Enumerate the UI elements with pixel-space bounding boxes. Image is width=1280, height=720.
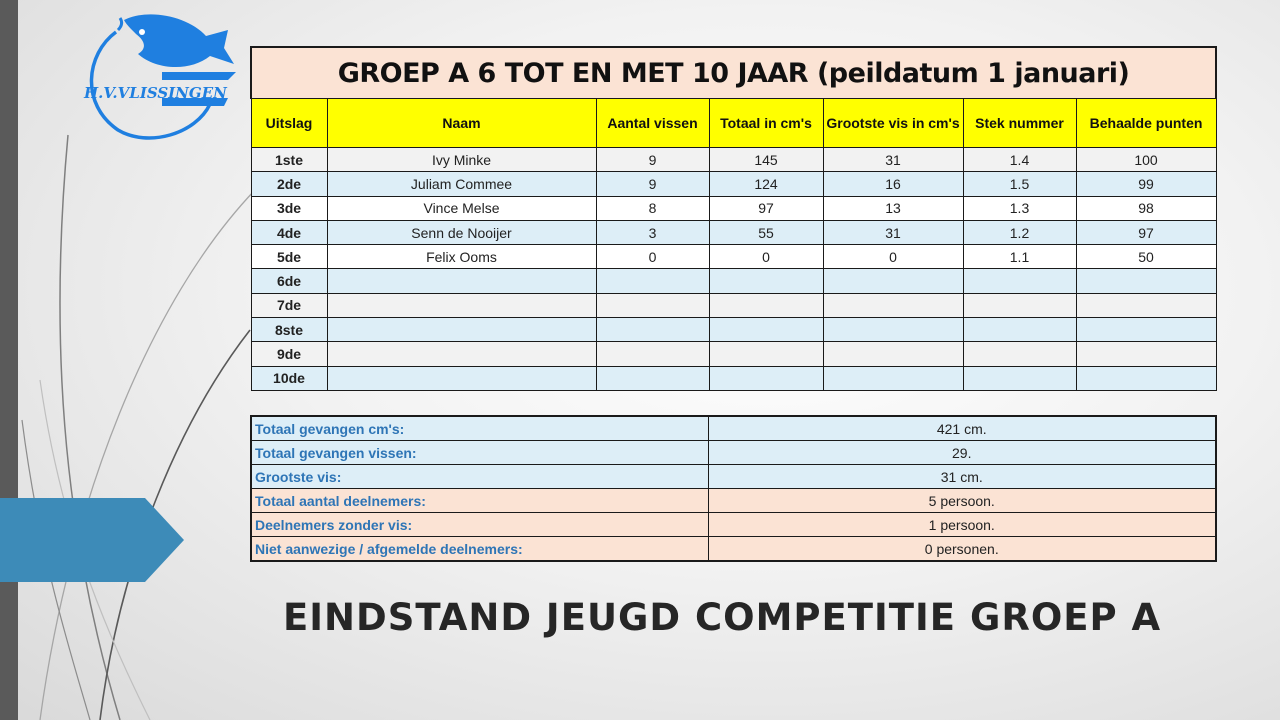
table-row (251, 148, 1216, 172)
cell-count (596, 366, 709, 390)
cell-stek (963, 318, 1076, 342)
blue-arrow-tab (0, 498, 184, 582)
cell-rank: 4de (251, 220, 327, 244)
cell-largest: 31 (823, 148, 963, 172)
cell-count (596, 342, 709, 366)
summary-value: 421 cm. (708, 416, 1216, 441)
header-naam: Naam (327, 99, 596, 148)
cell-largest: 0 (823, 245, 963, 269)
cell-points: 50 (1076, 245, 1216, 269)
cell-points (1076, 366, 1216, 390)
cell-count (596, 269, 709, 293)
cell-total (709, 269, 823, 293)
logo-text: H.V.VLISSINGEN (84, 84, 227, 102)
cell-total: 0 (709, 245, 823, 269)
cell-rank: 8ste (251, 318, 327, 342)
cell-points (1076, 342, 1216, 366)
summary-value: 1 persoon. (708, 513, 1216, 537)
cell-name: Vince Melse (327, 196, 596, 220)
table-row (251, 196, 1216, 220)
cell-total (709, 366, 823, 390)
cell-largest (823, 366, 963, 390)
table-row (251, 269, 1216, 293)
cell-total: 55 (709, 220, 823, 244)
summary-label: Totaal aantal deelnemers: (251, 489, 708, 513)
cell-total (709, 318, 823, 342)
cell-count (596, 318, 709, 342)
cell-count: 9 (596, 172, 709, 196)
table-header-row (251, 99, 1216, 148)
header-uitslag: Uitslag (251, 99, 327, 148)
summary-label: Totaal gevangen vissen: (251, 441, 708, 465)
cell-name (327, 269, 596, 293)
cell-total: 97 (709, 196, 823, 220)
cell-name: Juliam Commee (327, 172, 596, 196)
summary-row (251, 441, 1216, 465)
summary-row (251, 465, 1216, 489)
cell-stek: 1.1 (963, 245, 1076, 269)
results-table (250, 46, 1217, 391)
cell-name: Felix Ooms (327, 245, 596, 269)
cell-rank: 3de (251, 196, 327, 220)
table-row (251, 220, 1216, 244)
header-stek-nummer: Stek nummer (963, 99, 1076, 148)
cell-rank: 5de (251, 245, 327, 269)
cell-count: 8 (596, 196, 709, 220)
cell-rank: 7de (251, 293, 327, 317)
cell-rank: 6de (251, 269, 327, 293)
cell-name (327, 293, 596, 317)
header-aantal-vissen: Aantal vissen (596, 99, 709, 148)
summary-row (251, 416, 1216, 441)
cell-largest: 31 (823, 220, 963, 244)
cell-count: 3 (596, 220, 709, 244)
cell-largest (823, 318, 963, 342)
cell-rank: 10de (251, 366, 327, 390)
cell-points: 99 (1076, 172, 1216, 196)
cell-stek (963, 366, 1076, 390)
header-grootste-vis: Grootste vis in cm's (823, 99, 963, 148)
summary-value: 0 personen. (708, 537, 1216, 562)
cell-total (709, 293, 823, 317)
cell-count: 9 (596, 148, 709, 172)
summary-table (250, 415, 1217, 562)
summary-row (251, 513, 1216, 537)
cell-largest (823, 269, 963, 293)
table-title: GROEP A 6 TOT EN MET 10 JAAR (peildatum 1 januari) (251, 47, 1216, 99)
summary-value: 29. (708, 441, 1216, 465)
club-logo (78, 12, 243, 147)
cell-count (596, 293, 709, 317)
header-behaalde-punten: Behaalde punten (1076, 99, 1216, 148)
cell-stek: 1.2 (963, 220, 1076, 244)
cell-name: Senn de Nooijer (327, 220, 596, 244)
cell-stek: 1.4 (963, 148, 1076, 172)
cell-stek: 1.5 (963, 172, 1076, 196)
cell-rank: 9de (251, 342, 327, 366)
cell-name (327, 318, 596, 342)
table-row (251, 318, 1216, 342)
cell-largest: 13 (823, 196, 963, 220)
cell-largest (823, 293, 963, 317)
fish-hook-logo-icon (78, 12, 243, 142)
cell-total: 145 (709, 148, 823, 172)
cell-stek: 1.3 (963, 196, 1076, 220)
table-row (251, 172, 1216, 196)
summary-label: Deelnemers zonder vis: (251, 513, 708, 537)
summary-label: Totaal gevangen cm's: (251, 416, 708, 441)
summary-row (251, 489, 1216, 513)
cell-name (327, 366, 596, 390)
cell-count: 0 (596, 245, 709, 269)
cell-points: 100 (1076, 148, 1216, 172)
summary-value: 31 cm. (708, 465, 1216, 489)
cell-name (327, 342, 596, 366)
table-row (251, 245, 1216, 269)
cell-name: Ivy Minke (327, 148, 596, 172)
cell-largest: 16 (823, 172, 963, 196)
footer-title: EINDSTAND JEUGD COMPETITIE GROEP A (283, 596, 1162, 639)
cell-total: 124 (709, 172, 823, 196)
table-row (251, 342, 1216, 366)
cell-largest (823, 342, 963, 366)
cell-stek (963, 269, 1076, 293)
table-row (251, 366, 1216, 390)
summary-label: Niet aanwezige / afgemelde deelnemers: (251, 537, 708, 562)
cell-total (709, 342, 823, 366)
cell-stek (963, 342, 1076, 366)
cell-points (1076, 269, 1216, 293)
cell-rank: 2de (251, 172, 327, 196)
summary-value: 5 persoon. (708, 489, 1216, 513)
table-row (251, 293, 1216, 317)
cell-stek (963, 293, 1076, 317)
cell-points: 98 (1076, 196, 1216, 220)
cell-points (1076, 293, 1216, 317)
header-totaal-cm: Totaal in cm's (709, 99, 823, 148)
cell-rank: 1ste (251, 148, 327, 172)
summary-label: Grootste vis: (251, 465, 708, 489)
cell-points (1076, 318, 1216, 342)
cell-points: 97 (1076, 220, 1216, 244)
summary-row (251, 537, 1216, 562)
table-title-row (251, 47, 1216, 99)
